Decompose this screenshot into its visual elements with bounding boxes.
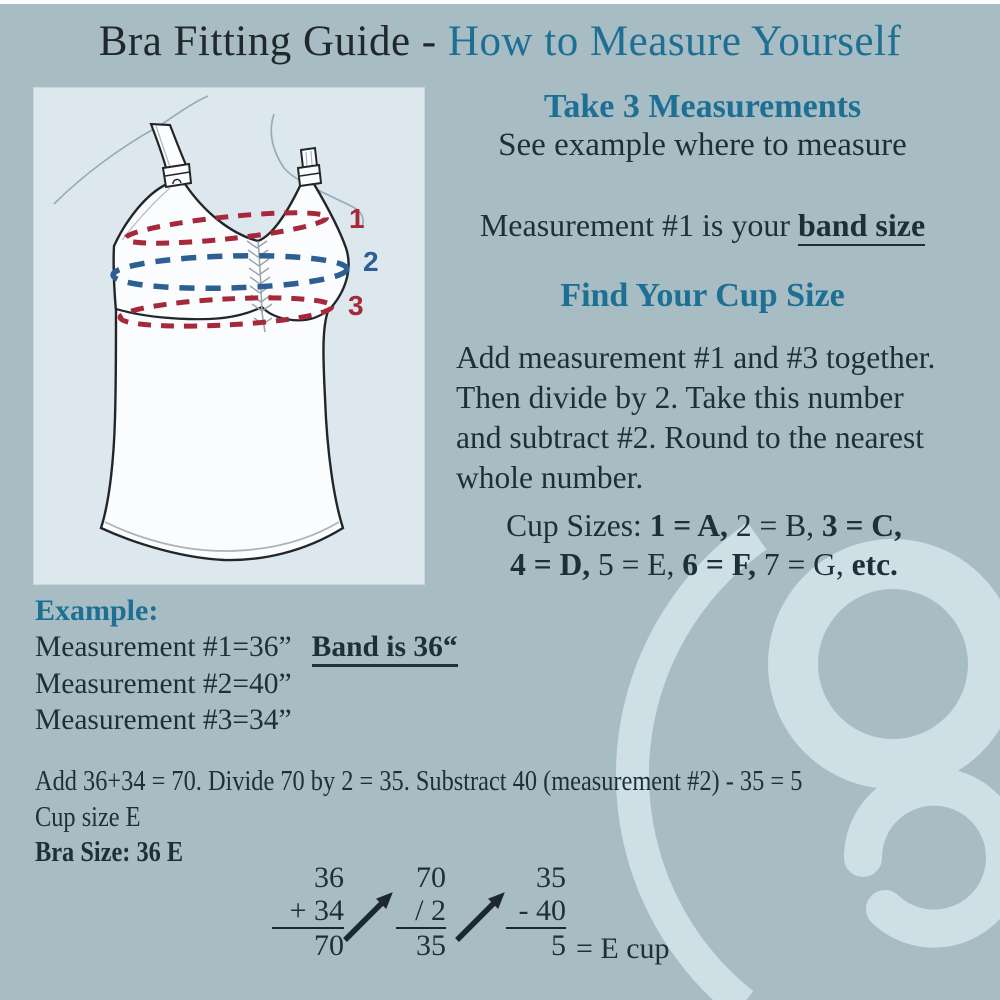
band-size-line (430, 207, 975, 244)
camisole-illustration (34, 88, 424, 584)
math-div-operand: / 2 (396, 894, 446, 929)
heading-find-your-cup-size: Find Your Cup Size (560, 277, 845, 314)
title-dark-part: Bra Fitting Guide - (98, 18, 448, 65)
example-band-note: Band is 36“ (312, 631, 458, 667)
instruction-line-2: Then divide by 2. Take this number (456, 380, 904, 415)
heading-take-3-measurements: Take 3 Measurements (543, 88, 862, 125)
math-div-top: 70 (416, 861, 446, 894)
page-title (0, 17, 1000, 66)
bra-size-result: Bra Size: 36 E (35, 836, 184, 869)
math-result: = E cup (576, 932, 670, 965)
cup-size-7g: 7 = G, (755, 547, 852, 582)
math-sub-top: 35 (536, 861, 566, 894)
arrow-1-shaft (345, 902, 383, 940)
measurement-label-1: 1 (349, 203, 365, 234)
subheading-see-example: See example where to measure (498, 127, 907, 163)
example-measurement-2: Measurement #2=40” (35, 667, 292, 700)
band-size-prefix: Measurement #1 is your (479, 207, 798, 243)
math-div-quotient: 35 (416, 929, 446, 962)
example-measurement-3: Measurement #3=34” (35, 703, 292, 736)
cup-size-4d: 4 = D, (510, 547, 591, 582)
math-arrows (335, 880, 520, 955)
example-block (35, 593, 458, 738)
top-border (0, 0, 1000, 4)
arrow-2-shaft (457, 902, 495, 940)
instruction-line-1: Add measurement #1 and #3 together. (456, 340, 936, 375)
cup-size-5e: 5 = E, (590, 547, 683, 582)
instruction-line-3: and subtract #2. Round to the nearest (456, 420, 925, 455)
title-teal-part: How to Measure Yourself (447, 18, 902, 65)
cup-size-3c: 3 = C, (821, 508, 902, 543)
cup-sizes-line-1 (430, 506, 978, 545)
clasp-right (298, 165, 321, 186)
clasp-left (163, 164, 191, 187)
cup-size-result: Cup size E (35, 800, 141, 833)
math-add-operand: + 34 (272, 894, 344, 929)
measurement-label-3: 3 (348, 290, 364, 321)
cup-sizes-legend (430, 506, 978, 584)
measurement-label-2: 2 (363, 246, 379, 277)
watermark-ring (793, 564, 993, 764)
example-measurement-1 (35, 629, 458, 665)
instruction-line-4: whole number. (456, 460, 644, 495)
example-heading: Example: (35, 594, 159, 627)
math-sub-operand: - 40 (506, 894, 566, 929)
cup-sizes-line-2 (430, 545, 978, 584)
cup-sizes-label: Cup Sizes: (506, 508, 650, 543)
math-column-addition (272, 861, 344, 962)
illustration-panel (33, 87, 425, 585)
cup-size-1a: 1 = A, (649, 508, 728, 543)
math-add-sum: 70 (314, 929, 344, 962)
cup-size-2b: 2 = B, (727, 508, 822, 543)
calculation-block (35, 764, 949, 871)
cup-size-instructions (456, 338, 976, 498)
cup-size-etc: etc. (851, 547, 898, 582)
math-sub-difference: 5 (551, 929, 566, 962)
cup-size-6f: 6 = F, (682, 547, 756, 582)
band-size-underlined: band size (798, 207, 925, 246)
example-m1-value: Measurement #1=36” (35, 631, 292, 664)
calculation-line: Add 36+34 = 70. Divide 70 by 2 = 35. Substract 40 (measurement #2) - 35 = 5 (35, 765, 803, 797)
math-add-top: 36 (314, 861, 344, 894)
